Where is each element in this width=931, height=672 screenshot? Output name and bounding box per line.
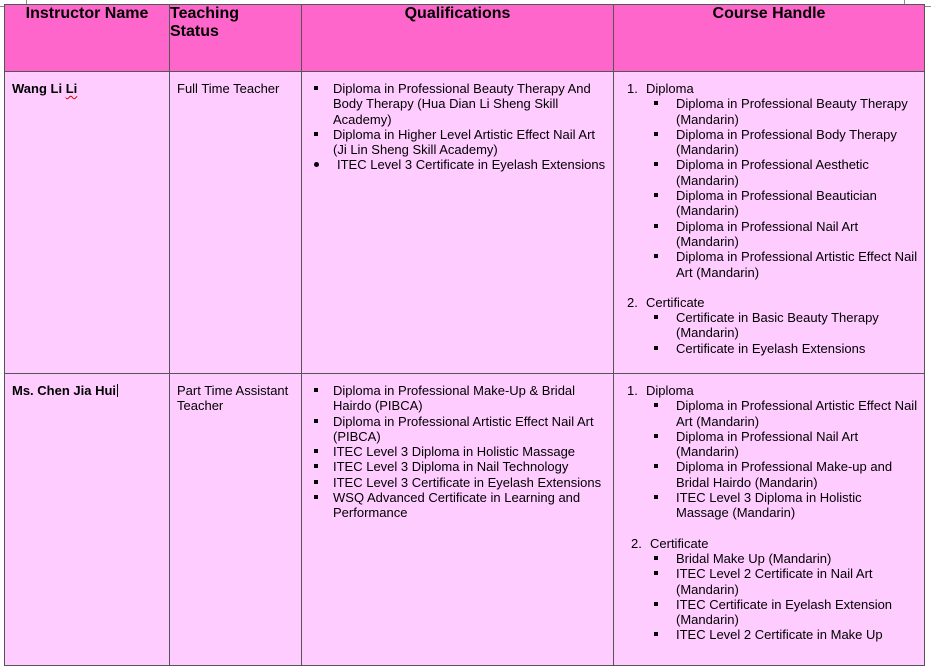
cell-qualifications[interactable] bbox=[302, 72, 614, 374]
list-item: Bridal Make Up (Mandarin) bbox=[621, 551, 918, 566]
course-sublist bbox=[621, 96, 918, 280]
list-item: WSQ Advanced Certificate in Learning and Performance bbox=[309, 490, 607, 521]
group-number: 2. bbox=[631, 535, 642, 551]
cell-qualifications[interactable] bbox=[302, 374, 614, 666]
group-number: 1. bbox=[627, 383, 638, 398]
list-item: Diploma in Professional Artistic Effect Nail Art (PIBCA) bbox=[309, 414, 607, 445]
course-sublist bbox=[621, 551, 918, 643]
list-item: Diploma in Professional Aesthetic (Mandarin) bbox=[621, 157, 918, 188]
list-item: Diploma in Professional Make-up and Bridal Hairdo (Mandarin) bbox=[621, 459, 918, 490]
header-teaching-status-line2: Status bbox=[170, 23, 219, 40]
cell-course-handle[interactable] bbox=[614, 374, 925, 666]
teaching-status-text: Full Time Teacher bbox=[177, 81, 280, 96]
course-group-certificate bbox=[621, 536, 918, 643]
qualifications-list bbox=[309, 383, 607, 521]
list-item: Diploma in Professional Nail Art (Mandarin) bbox=[621, 219, 918, 250]
course-sublist bbox=[621, 310, 918, 356]
cell-instructor-name[interactable] bbox=[5, 374, 170, 666]
course-group-diploma bbox=[621, 383, 918, 521]
teaching-status-text: Part Time Assistant Teacher bbox=[177, 383, 289, 414]
group-number: 2. bbox=[627, 294, 638, 310]
course-sublist bbox=[621, 398, 918, 520]
table-row-wang-li-li bbox=[5, 72, 925, 374]
list-item: ITEC Certificate in Eyelash Extension (Mandarin) bbox=[621, 597, 918, 628]
header-qualifications[interactable]: Qualifications bbox=[302, 5, 614, 72]
cell-instructor-name[interactable] bbox=[5, 72, 170, 374]
table-row-chen-jia-hui bbox=[5, 374, 925, 666]
list-item: ITEC Level 2 Certificate in Make Up bbox=[621, 627, 918, 642]
course-list bbox=[621, 81, 918, 356]
list-item: Certificate in Eyelash Extensions bbox=[621, 341, 918, 356]
list-item: ITEC Level 3 Certificate in Eyelash Extensions bbox=[309, 475, 607, 490]
group-title: Certificate bbox=[646, 294, 705, 310]
list-item: ITEC Level 2 Certificate in Nail Art (Mandarin) bbox=[621, 566, 918, 597]
list-item: Diploma in Professional Body Therapy (Mandarin) bbox=[621, 127, 918, 158]
list-item: ITEC Level 3 Diploma in Nail Technology bbox=[309, 459, 607, 474]
list-item: Diploma in Professional Beauty Therapy (Mandarin) bbox=[621, 96, 918, 127]
list-item: Diploma in Professional Artistic Effect Nail Art (Mandarin) bbox=[621, 249, 918, 280]
group-title: Diploma bbox=[646, 81, 694, 96]
header-teaching-status-line1: Teaching bbox=[170, 5, 240, 22]
list-item: Diploma in Professional Artistic Effect Nail Art (Mandarin) bbox=[621, 398, 918, 429]
list-item: ITEC Level 3 Diploma in Holistic Massage bbox=[309, 444, 607, 459]
header-instructor-name[interactable]: Instructor Name bbox=[5, 5, 170, 72]
cell-teaching-status[interactable] bbox=[170, 374, 302, 666]
course-list bbox=[621, 383, 918, 643]
cell-course-handle[interactable] bbox=[614, 72, 925, 374]
course-group-diploma bbox=[621, 81, 918, 280]
group-title: Diploma bbox=[646, 383, 694, 398]
list-item: ITEC Level 3 Diploma in Holistic Massage (Mandarin) bbox=[621, 490, 918, 521]
list-item: Diploma in Professional Beauty Therapy And Body Therapy (Hua Dian Li Sheng Skill Academy) bbox=[309, 81, 607, 127]
cell-teaching-status[interactable] bbox=[170, 72, 302, 374]
group-title: Certificate bbox=[650, 535, 709, 551]
list-item: Diploma in Higher Level Artistic Effect Nail Art (Ji Lin Sheng Skill Academy) bbox=[309, 127, 607, 158]
list-item: Diploma in Professional Beautician (Mandarin) bbox=[621, 188, 918, 219]
header-row bbox=[5, 5, 925, 72]
spellcheck-flagged-word[interactable]: Li bbox=[65, 81, 78, 96]
list-item: Certificate in Basic Beauty Therapy (Mandarin) bbox=[621, 310, 918, 341]
instructor-table bbox=[4, 4, 925, 666]
text-cursor bbox=[117, 384, 118, 397]
header-course-handle[interactable]: Course Handle bbox=[614, 5, 925, 72]
list-item: Diploma in Professional Make-Up & Bridal Hairdo (PIBCA) bbox=[309, 383, 607, 414]
header-teaching-status[interactable] bbox=[170, 5, 302, 72]
instructor-name-text: Ms. Chen Jia Hui bbox=[12, 383, 117, 398]
group-number: 1. bbox=[627, 81, 638, 96]
list-item: Diploma in Professional Nail Art (Mandarin) bbox=[621, 429, 918, 460]
qualifications-list bbox=[309, 81, 607, 173]
list-item: ITEC Level 3 Certificate in Eyelash Extensions bbox=[309, 157, 607, 172]
instructor-name-text: Wang Li bbox=[12, 81, 66, 96]
course-group-certificate bbox=[621, 295, 918, 356]
